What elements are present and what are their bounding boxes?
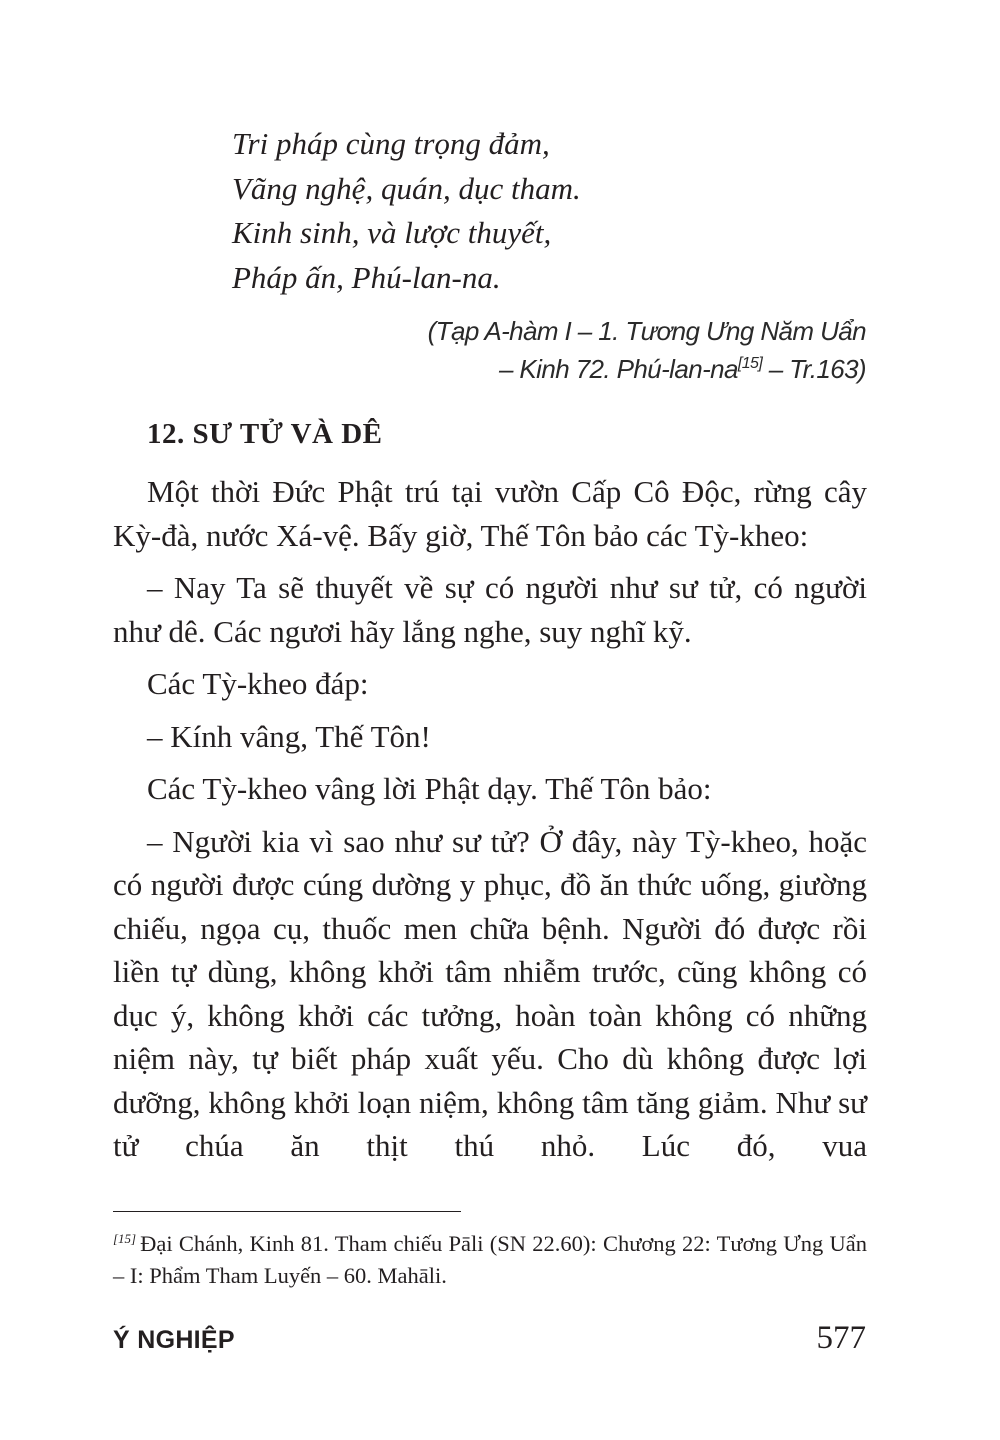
citation-line-1: (Tạp A-hàm I – 1. Tương Ưng Năm Uẩn [427,316,866,346]
verse-line: Pháp ấn, Phú-lan-na. [232,259,501,295]
paragraph: Các Tỳ-kheo vâng lời Phật dạy. Thế Tôn bảo: [147,771,712,806]
verse-line: Vãng nghệ, quán, dục tham. [232,170,581,206]
verse-line: Kinh sinh, và lược thuyết, [232,215,552,250]
footnote [113,1228,867,1292]
paragraph: Các Tỳ-kheo đáp: [147,666,369,701]
body-text [113,470,867,1177]
section-heading: 12. SƯ TỬ VÀ DÊ [147,418,383,450]
page-number: 577 [816,1320,866,1356]
footnote-text: Đại Chánh, Kinh 81. Tham chiếu Pāli (SN 22.60): Chương 22: Tương Ưng Uẩn – I: Phẩm Tham Luyến – 60. Mahāli. [113,1231,867,1288]
citation-line-2-text: – Kinh 72. Phú-lan-na [498,354,738,384]
running-title: Ý NGHIỆP [113,1326,235,1354]
footnote-divider [113,1211,461,1212]
verse-block [232,122,581,300]
paragraph: – Nay Ta sẽ thuyết về sự có người như sư tử, có người như dê. Các ngươi hãy lắng nghe, suy nghĩ kỹ. [113,570,867,649]
source-citation [428,312,866,388]
verse-line: Tri pháp cùng trọng đảm, [232,126,550,161]
footnote-marker: [15] [113,1231,137,1246]
footnote-reference[interactable]: [15] [737,355,763,372]
paragraph: – Kính vâng, Thế Tôn! [147,718,431,754]
paragraph: – Người kia vì sao như sư tử? Ở đây, này Tỳ-kheo, hoặc có người được cúng dường y phục, đồ ăn thức uống, giường chiếu, ngọa cụ, thuốc men chữa bệnh. Người đó được rồi liền tự dùng, không khởi tâm nhiễm trước, cũng không có dục ý, không khởi các tưởng, hoàn toàn không có những niệm này, tự biết pháp xuất yếu. Cho dù không được lợi dưỡng, không khởi loạn niệm, không tâm tăng giảm. Như sư tử chúa ăn thịt thú nhỏ. Lúc đó, vua [113,823,867,1163]
citation-line-2 [428,350,866,388]
paragraph: Một thời Đức Phật trú tại vườn Cấp Cô Độc, rừng cây Kỳ-đà, nước Xá-vệ. Bấy giờ, Thế Tôn bảo các Tỳ-kheo: [113,474,867,553]
citation-line-2-end: – Tr.163) [762,354,866,384]
